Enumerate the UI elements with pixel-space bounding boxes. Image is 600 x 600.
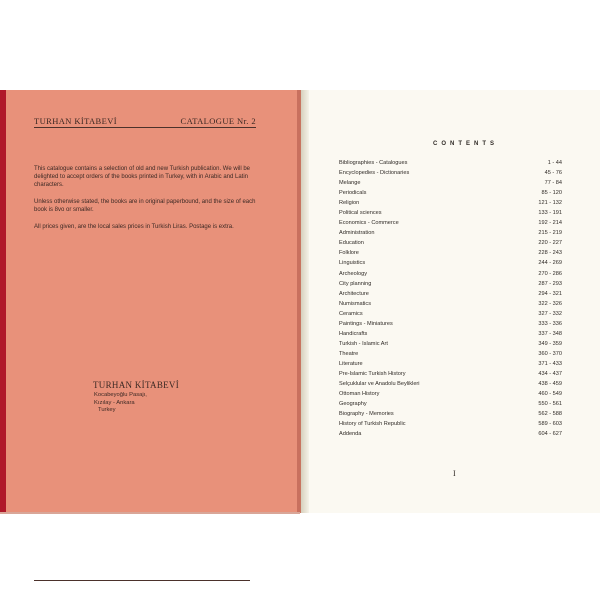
- toc-pages: 562 - 588: [538, 411, 562, 418]
- toc-pages: 77 - 84: [544, 180, 562, 187]
- toc-pages: 360 - 370: [538, 350, 562, 357]
- toc-pages: 215 - 219: [538, 230, 562, 237]
- toc-pages: 438 - 459: [538, 381, 562, 388]
- toc-entry: [339, 319, 562, 329]
- toc-pages: 192 - 214: [538, 220, 562, 227]
- toc-label: Architecture: [339, 290, 369, 297]
- toc-entry: [339, 258, 562, 268]
- toc-entry: [339, 329, 562, 339]
- cover-edge-shadow: [0, 512, 300, 514]
- toc-label: Numismatics: [339, 300, 372, 307]
- page-number: I: [453, 469, 456, 478]
- toc-label: Encyclopedies - Dictionaries: [339, 170, 410, 177]
- toc-label: Ceramics: [339, 310, 363, 317]
- publisher-name: TURHAN KİTABEVİ: [93, 380, 180, 390]
- toc-entry: [339, 369, 562, 379]
- toc-entry: [339, 248, 562, 258]
- toc-label: Selçuklular ve Anadolu Beylikleri: [339, 381, 420, 388]
- toc-pages: 133 - 191: [538, 210, 562, 217]
- toc-pages: 85 - 120: [541, 190, 562, 197]
- contents-page: [301, 90, 600, 513]
- toc-pages: 333 - 336: [538, 320, 562, 327]
- toc-label: History of Turkish Republic: [339, 421, 406, 428]
- toc-pages: 121 - 132: [538, 200, 562, 207]
- toc-entry: [339, 399, 562, 409]
- toc-entry: [339, 269, 562, 279]
- toc-entry: [339, 429, 562, 439]
- toc-entry: [339, 238, 562, 248]
- publisher-block: [93, 380, 179, 415]
- table-of-contents: [339, 158, 562, 439]
- toc-entry: [339, 208, 562, 218]
- toc-label: Theatre: [339, 350, 359, 357]
- publisher-address-line: Kızılay - Ankara: [94, 399, 135, 406]
- toc-label: Archeology: [339, 270, 367, 277]
- toc-label: Administration: [339, 230, 375, 237]
- toc-label: Biography - Memories: [339, 411, 394, 418]
- publisher-country: Turkey: [98, 407, 116, 414]
- toc-pages: 1 - 44: [547, 160, 562, 166]
- toc-pages: 327 - 332: [538, 310, 562, 317]
- toc-label: Linguistics: [339, 260, 366, 267]
- cover-publisher-title: TURHAN KİTABEVİ: [34, 116, 117, 126]
- toc-pages: 220 - 227: [538, 240, 562, 247]
- toc-label: Folklore: [339, 250, 359, 257]
- toc-entry: [339, 299, 562, 309]
- toc-pages: 294 - 321: [538, 290, 562, 297]
- toc-pages: 244 - 269: [538, 260, 562, 267]
- toc-label: Ottoman History: [339, 391, 380, 398]
- toc-label: Political sciences: [339, 210, 382, 217]
- toc-entry: [339, 389, 562, 399]
- toc-label: Periodicals: [339, 190, 367, 197]
- toc-entry: [339, 228, 562, 238]
- toc-entry: [339, 188, 562, 198]
- toc-label: Melange: [339, 180, 361, 187]
- toc-pages: 460 - 549: [538, 391, 562, 398]
- cover-paragraph: All prices given, are the local sales prices in Turkish Liras. Postage is extra.: [34, 224, 234, 231]
- cover-bottom-rule: [34, 580, 250, 581]
- toc-label: Pre-Islamic Turkish History: [339, 370, 406, 377]
- toc-pages: 322 - 326: [538, 300, 562, 307]
- toc-label: Religion: [339, 200, 360, 207]
- toc-pages: 270 - 286: [538, 270, 562, 277]
- toc-pages: 45 - 76: [544, 170, 562, 177]
- toc-entry: [339, 419, 562, 429]
- publisher-address-line: Kocabeyoğlu Pasajı,: [94, 392, 147, 398]
- toc-label: Literature: [339, 360, 363, 367]
- toc-pages: 228 - 243: [538, 250, 562, 257]
- cover-paragraph: This catalogue contains a selection of old and new Turkish publication. We will be delighted to accept orders of the books printed in Turkey, with in Arabic and Latin characters.: [34, 166, 251, 189]
- toc-entry: [339, 339, 562, 349]
- cover-paragraph: Unless otherwise stated, the books are in original paperbound, and the size of each book is 8vo or smaller.: [34, 199, 256, 214]
- toc-label: Addenda: [339, 431, 362, 438]
- toc-label: City planning: [339, 280, 372, 287]
- toc-label: Geography: [339, 401, 367, 408]
- cover-intro-text: [34, 165, 256, 241]
- toc-pages: 589 - 603: [538, 421, 562, 428]
- toc-entry: [339, 409, 562, 419]
- toc-entry: [339, 178, 562, 188]
- toc-entry: [339, 279, 562, 289]
- toc-label: Turkish - Islamic Art: [339, 340, 388, 347]
- toc-pages: 287 - 293: [538, 280, 562, 287]
- toc-label: Paintings - Miniatures: [339, 320, 393, 327]
- toc-pages: 371 - 433: [538, 360, 562, 367]
- toc-entry: [339, 158, 562, 168]
- toc-entry: [339, 198, 562, 208]
- toc-pages: 434 - 437: [538, 370, 562, 377]
- catalogue-cover-page: [0, 90, 301, 513]
- toc-pages: 604 - 627: [538, 431, 562, 438]
- toc-pages: 337 - 348: [538, 330, 562, 337]
- contents-title: CONTENTS: [433, 141, 498, 147]
- cover-header: [34, 116, 256, 128]
- toc-entry: [339, 349, 562, 359]
- toc-pages: 550 - 561: [538, 401, 562, 408]
- toc-label: Education: [339, 240, 364, 247]
- toc-label: Economics - Commerce: [339, 220, 399, 227]
- toc-entry: [339, 168, 562, 178]
- toc-entry: [339, 379, 562, 389]
- toc-label: Handicrafts: [339, 330, 368, 337]
- toc-entry: [339, 218, 562, 228]
- toc-entry: [339, 309, 562, 319]
- toc-pages: 349 - 359: [538, 340, 562, 347]
- cover-catalogue-number: CATALOGUE Nr. 2: [180, 116, 256, 126]
- toc-label: Bibliographies - Catalogues: [339, 160, 408, 166]
- toc-entry: [339, 359, 562, 369]
- toc-entry: [339, 289, 562, 299]
